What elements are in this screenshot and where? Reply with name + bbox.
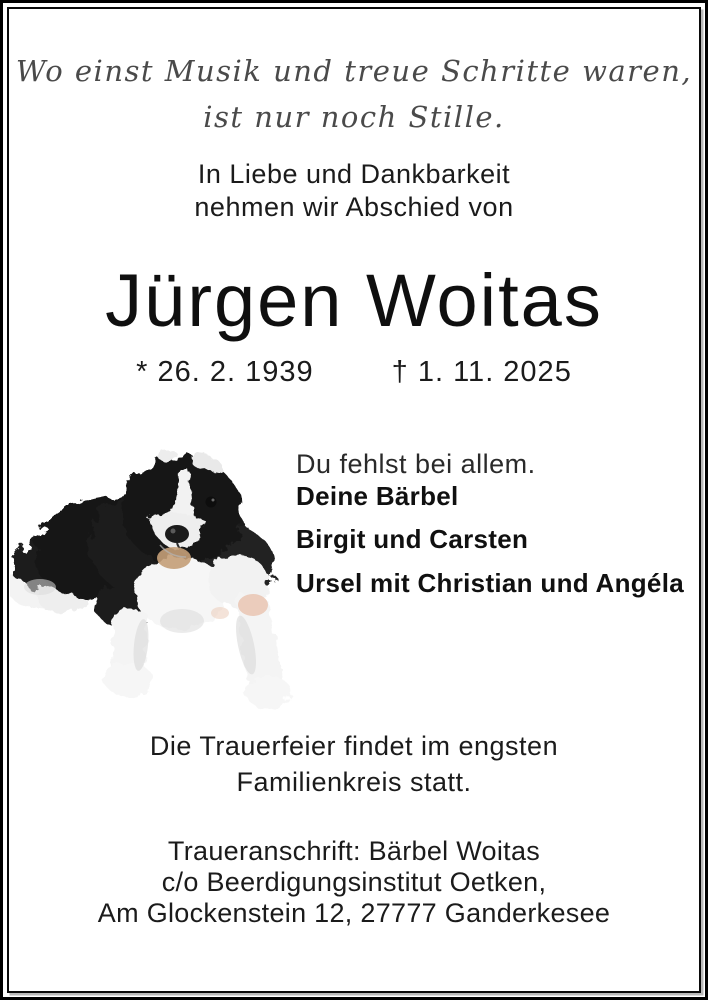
deceased-name: Jürgen Woitas: [105, 259, 603, 342]
dog-photo: [10, 445, 302, 715]
epigraph-line-2: ist nur noch Stille.: [203, 100, 505, 134]
epigraph-line-1: Wo einst Musik und treue Schritte waren,: [15, 54, 693, 88]
ceremony-line-1: Die Trauerfeier findet im engsten: [149, 731, 559, 761]
mourner-name: Birgit und Carsten: [296, 524, 529, 554]
epigraph: [11, 48, 697, 140]
address-line-2: c/o Beerdigungsinstitut Oetken,: [161, 867, 547, 897]
ceremony-info: [11, 728, 697, 800]
ceremony-line-2: Familienkreis statt.: [236, 767, 472, 797]
intro-line-1: In Liebe und Dankbarkeit: [197, 159, 511, 189]
address-line-1: Traueranschrift: Bärbel Woitas: [167, 836, 541, 866]
death-date: † 1. 11. 2025: [391, 356, 572, 388]
mourning-address: [11, 836, 697, 929]
life-dates: [11, 356, 697, 389]
intro-text: [11, 158, 697, 224]
mourner-name: Ursel mit Christian und Angéla: [296, 568, 684, 598]
farewell-line: Du fehlst bei allem.: [296, 449, 536, 479]
birth-date: * 26. 2. 1939: [136, 356, 314, 388]
intro-line-2: nehmen wir Abschied von: [194, 192, 514, 222]
mourner-name: Deine Bärbel: [296, 481, 459, 511]
address-line-3: Am Glockenstein 12, 27777 Ganderkesee: [97, 898, 611, 928]
mourners-block: [296, 448, 684, 599]
